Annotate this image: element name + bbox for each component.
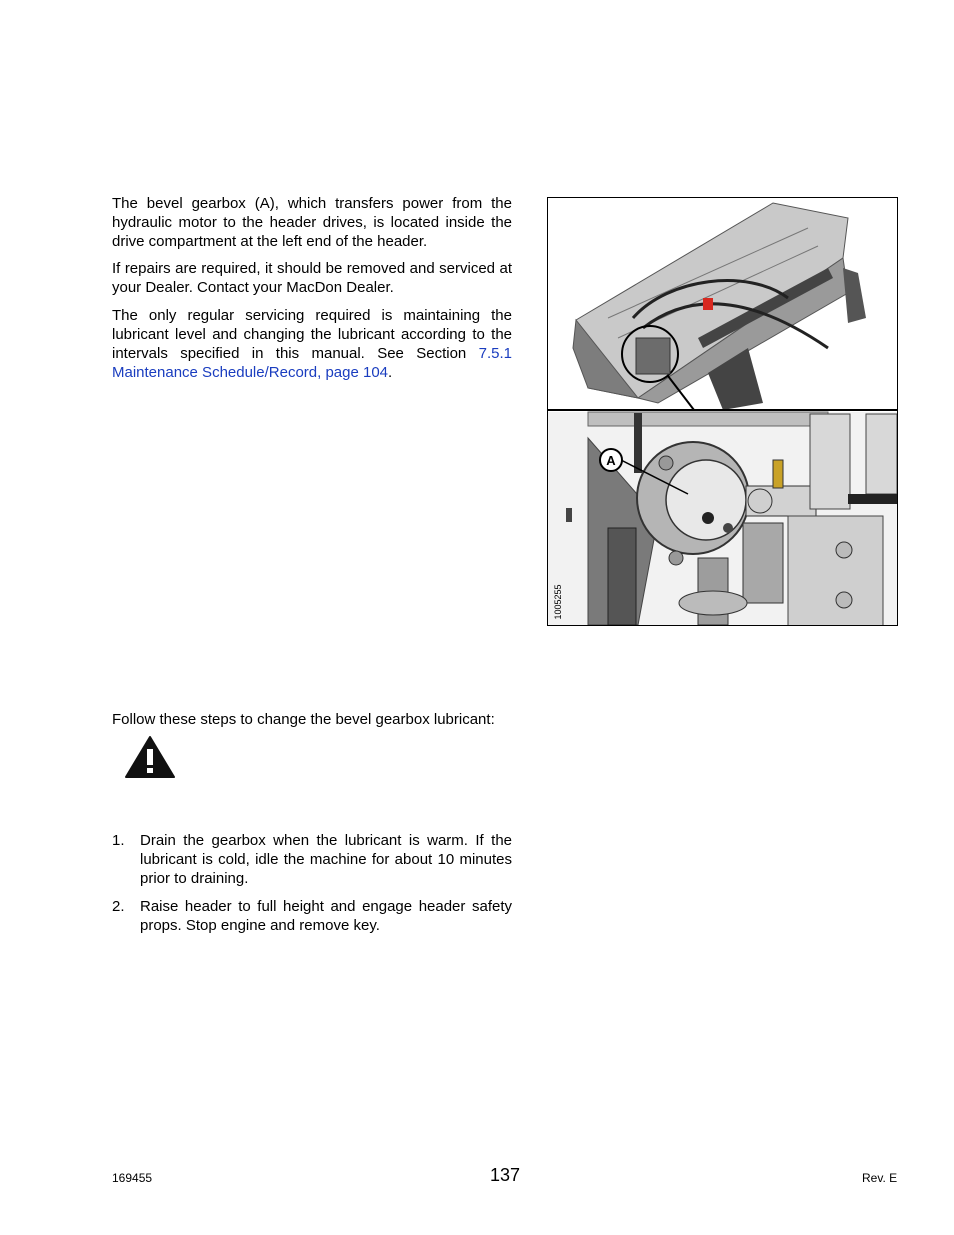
- step-number: 1.: [112, 832, 125, 849]
- revision-label: Rev. E: [862, 1171, 898, 1185]
- document-number: 169455: [112, 1171, 153, 1185]
- maintenance-schedule-link[interactable]: 7.5.1 Maintenance Schedule/Record, page 104: [112, 345, 512, 381]
- follow-steps-intro: Follow these steps to change the bevel gearbox lubricant:: [112, 711, 495, 728]
- image-id: 1005255: [553, 584, 563, 620]
- page-number: 137: [490, 1165, 521, 1185]
- gearbox-illustration: [547, 197, 898, 626]
- servicing-end: .: [388, 364, 393, 381]
- step-2: [112, 897, 512, 935]
- intro-paragraph: The bevel gearbox (A), which transfers power from the hydraulic motor to the header drives, is located inside the drive compartment at the left end of the header.: [112, 195, 512, 250]
- repair-paragraph: If repairs are required, it should be removed and serviced at your Dealer. Contact your MacDon Dealer.: [112, 260, 512, 296]
- step-text: Raise header to full height and engage header safety props. Stop engine and remove key.: [140, 898, 512, 934]
- servicing-text: The only regular servicing required is maintaining the lubricant level and changing the lubricant according to the intervals specified in this manual. See Section: [112, 307, 512, 362]
- step-1: [112, 831, 512, 888]
- callout-a-label: A: [606, 453, 616, 468]
- step-number: 2.: [112, 898, 125, 915]
- step-text: Drain the gearbox when the lubricant is warm. If the lubricant is cold, idle the machine for about 10 minutes prior to draining.: [140, 832, 512, 887]
- warning-triangle-icon: [124, 735, 176, 779]
- servicing-paragraph: [112, 306, 512, 382]
